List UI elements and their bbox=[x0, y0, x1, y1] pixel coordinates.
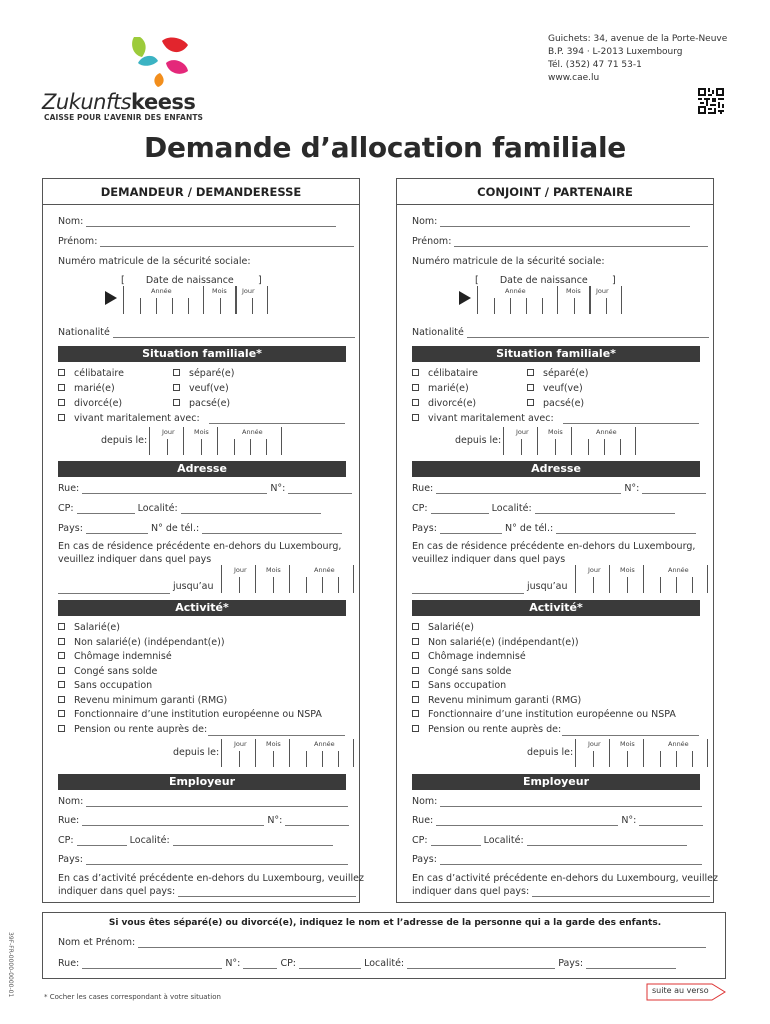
residence-label-1: En cas de résidence précédente en-dehors du Luxembourg, bbox=[58, 541, 342, 552]
localite-label: Localité: bbox=[491, 503, 532, 514]
activite-checkbox[interactable] bbox=[58, 637, 225, 648]
tel-label: N° de tél.: bbox=[504, 523, 554, 534]
emp-numero-label: N°: bbox=[621, 815, 637, 826]
emp-cp-row bbox=[58, 835, 333, 846]
checkbox[interactable] bbox=[58, 623, 65, 630]
emp-rue-row bbox=[58, 815, 349, 826]
nationalite-row bbox=[58, 327, 355, 338]
residence-row-1 bbox=[412, 541, 695, 552]
custody-localite-label: Localité: bbox=[364, 958, 405, 969]
logo-name-light: Zukunfts bbox=[42, 90, 132, 114]
date-caption: Jour bbox=[234, 566, 247, 574]
custody-name-row bbox=[58, 937, 706, 948]
emp-localite-field[interactable] bbox=[173, 837, 333, 846]
checkbox-label: Non salarié(e) (indépendant(e)) bbox=[428, 636, 579, 648]
date-caption: Année bbox=[242, 428, 263, 436]
activite-checkbox[interactable] bbox=[58, 651, 172, 662]
website-link[interactable]: www.cae.lu bbox=[548, 73, 600, 83]
emp-pays-label: Pays: bbox=[412, 854, 437, 865]
partner-column bbox=[396, 178, 718, 903]
activite-checkbox[interactable] bbox=[412, 695, 581, 706]
activite-checkbox[interactable] bbox=[58, 724, 207, 735]
employeur-bar: Employeur bbox=[58, 774, 346, 790]
situation-familiale-bar: Situation familiale* bbox=[412, 346, 700, 362]
emp-cp-label: CP: bbox=[412, 835, 428, 846]
prenom-row bbox=[412, 236, 708, 247]
checkbox[interactable] bbox=[58, 369, 65, 376]
numero-field[interactable] bbox=[642, 485, 706, 494]
tel-field[interactable] bbox=[202, 525, 342, 534]
activite-checkbox[interactable] bbox=[412, 680, 506, 691]
checkbox-label: vivant maritalement avec: bbox=[74, 413, 200, 424]
checkbox[interactable] bbox=[173, 399, 180, 406]
birthdate-field-tail[interactable] bbox=[589, 286, 590, 314]
situation-checkbox[interactable] bbox=[58, 368, 124, 379]
emp-activite-label-2: indiquer dans quel pays: bbox=[412, 886, 530, 897]
checkbox-label: Fonctionnaire d’une institution européenne ou NSPA bbox=[428, 709, 676, 720]
birthdate-label: Date de naissance bbox=[145, 275, 234, 286]
column-header: CONJOINT / PARTENAIRE bbox=[397, 179, 713, 205]
checkbox-label: Revenu minimum garanti (RMG) bbox=[74, 694, 228, 706]
date-caption: Jour bbox=[588, 566, 601, 574]
checkbox[interactable] bbox=[58, 399, 65, 406]
activite-checkbox[interactable] bbox=[412, 637, 579, 648]
birthdate-label-row: [ Date de naissance ] bbox=[475, 275, 616, 286]
residence-pays-field[interactable] bbox=[412, 593, 524, 594]
emp-nom-row bbox=[412, 796, 702, 807]
checkbox[interactable] bbox=[412, 638, 419, 645]
form-id: 39F-FR-0000-0000-01 bbox=[7, 932, 14, 998]
nom-row bbox=[58, 216, 336, 227]
checkbox[interactable] bbox=[173, 369, 180, 376]
pays-label: Pays: bbox=[58, 523, 83, 534]
emp-activite-row-1 bbox=[412, 873, 718, 884]
checkbox-label: séparé(e) bbox=[189, 368, 235, 379]
emp-rue-label: Rue: bbox=[412, 815, 434, 826]
checkbox-label: Congé sans solde bbox=[74, 665, 158, 677]
prenom-label: Prénom: bbox=[412, 236, 452, 247]
custody-numero-label: N°: bbox=[225, 958, 241, 969]
date-caption: Mois bbox=[266, 566, 281, 574]
prenom-field[interactable] bbox=[454, 238, 708, 247]
rue-row bbox=[58, 483, 352, 494]
checkbox[interactable] bbox=[58, 667, 65, 674]
checkbox[interactable] bbox=[58, 384, 65, 391]
residence-row-2 bbox=[412, 554, 565, 565]
checkbox[interactable] bbox=[527, 369, 534, 376]
checkbox[interactable] bbox=[58, 696, 65, 703]
checkbox-label: Pension ou rente auprès de: bbox=[74, 723, 208, 735]
cp-label: CP: bbox=[412, 503, 428, 514]
date-caption: Jour bbox=[162, 428, 175, 436]
emp-activite-label-1: En cas d’activité précédente en-dehors du Luxembourg, veuillez bbox=[58, 873, 364, 884]
custody-rue-field[interactable] bbox=[82, 960, 222, 969]
situation-date-field[interactable] bbox=[149, 427, 281, 455]
vivant-avec-field[interactable] bbox=[209, 423, 345, 424]
situation-checkbox[interactable] bbox=[173, 383, 229, 394]
date-caption: Jour bbox=[234, 740, 247, 748]
checkbox-label: Sans occupation bbox=[428, 680, 507, 691]
rue-label: Rue: bbox=[412, 483, 434, 494]
emp-activite-row-2 bbox=[412, 886, 710, 897]
emp-localite-field[interactable] bbox=[527, 837, 687, 846]
pays-field[interactable] bbox=[86, 525, 148, 534]
custody-name-field[interactable] bbox=[138, 939, 706, 948]
checkbox[interactable] bbox=[58, 652, 65, 659]
footnote: * Cocher les cases correspondant à votre situation bbox=[44, 993, 221, 1001]
checkbox-label: Salarié(e) bbox=[74, 622, 120, 633]
emp-pays-label: Pays: bbox=[58, 854, 83, 865]
checkbox-label: pacsé(e) bbox=[543, 398, 585, 409]
activite-checkbox[interactable] bbox=[412, 622, 474, 633]
date-caption: Mois bbox=[194, 428, 209, 436]
pension-field[interactable] bbox=[208, 735, 345, 736]
date-caption: Année bbox=[314, 566, 335, 574]
date-caption: Jour bbox=[516, 428, 529, 436]
checkbox-label: Chômage indemnisé bbox=[74, 651, 172, 662]
date-caption: Mois bbox=[620, 566, 635, 574]
cp-row bbox=[412, 503, 675, 514]
checkbox-label: séparé(e) bbox=[543, 368, 589, 379]
matricule-label: Numéro matricule de la sécurité sociale: bbox=[412, 256, 605, 267]
date-caption: Mois bbox=[566, 287, 581, 295]
date-caption: Jour bbox=[242, 287, 255, 295]
checkbox-label: Salarié(e) bbox=[428, 622, 474, 633]
numero-field[interactable] bbox=[288, 485, 352, 494]
custody-numero-field[interactable] bbox=[243, 960, 277, 969]
emp-numero-field[interactable] bbox=[285, 817, 349, 826]
address-line: B.P. 394 · L-2013 Luxembourg bbox=[548, 47, 683, 57]
activite-checkbox[interactable] bbox=[58, 680, 152, 691]
checkbox-label: veuf(ve) bbox=[543, 383, 583, 394]
situation-checkbox[interactable] bbox=[527, 398, 584, 409]
checkbox[interactable] bbox=[412, 696, 419, 703]
date-caption: Année bbox=[314, 740, 335, 748]
adresse-bar: Adresse bbox=[58, 461, 346, 477]
date-caption: Année bbox=[151, 287, 172, 295]
rue-label: Rue: bbox=[58, 483, 80, 494]
custody-address-row bbox=[58, 958, 676, 969]
date-caption: Année bbox=[668, 740, 689, 748]
depuis-label: depuis le: bbox=[173, 747, 220, 758]
custody-pays-label: Pays: bbox=[558, 958, 584, 969]
activite-checkbox[interactable] bbox=[412, 666, 511, 677]
rue-field[interactable] bbox=[82, 485, 267, 494]
address-line: Tél. (352) 47 71 53-1 bbox=[548, 60, 642, 70]
emp-numero-field[interactable] bbox=[639, 817, 703, 826]
checkbox-label: Chômage indemnisé bbox=[428, 651, 526, 662]
date-caption: Jour bbox=[588, 740, 601, 748]
emp-rue-field[interactable] bbox=[436, 817, 618, 826]
depuis-label: depuis le: bbox=[527, 747, 574, 758]
birthdate-label-row: [ Date de naissance ] bbox=[121, 275, 262, 286]
logo-tagline: CAISSE POUR L’AVENIR DES ENFANTS bbox=[44, 113, 204, 122]
emp-nom-label: Nom: bbox=[58, 796, 84, 807]
residence-row-1 bbox=[58, 541, 341, 552]
emp-activite-label-2: indiquer dans quel pays: bbox=[58, 886, 176, 897]
matricule-label: Numéro matricule de la sécurité sociale: bbox=[58, 256, 251, 267]
checkbox[interactable] bbox=[412, 725, 419, 732]
pays-row bbox=[58, 523, 342, 534]
residence-label-1: En cas de résidence précédente en-dehors du Luxembourg, bbox=[412, 541, 696, 552]
checkbox[interactable] bbox=[412, 414, 419, 421]
nom-field[interactable] bbox=[440, 218, 690, 227]
birthdate-field[interactable] bbox=[123, 286, 267, 314]
activite-checkbox[interactable] bbox=[58, 709, 322, 720]
situation-checkbox[interactable] bbox=[412, 368, 478, 379]
checkbox[interactable] bbox=[58, 414, 65, 421]
date-caption: Mois bbox=[212, 287, 227, 295]
custody-pays-field[interactable] bbox=[586, 960, 676, 969]
checkbox[interactable] bbox=[412, 652, 419, 659]
nom-label: Nom: bbox=[58, 216, 84, 227]
activite-checkbox[interactable] bbox=[58, 622, 120, 633]
date-caption: Mois bbox=[548, 428, 563, 436]
emp-pays-field[interactable] bbox=[86, 856, 348, 865]
custody-cp-label: CP: bbox=[280, 958, 297, 969]
residence-label-2: veuillez indiquer dans quel pays bbox=[58, 554, 212, 565]
rue-field[interactable] bbox=[436, 485, 621, 494]
birthdate-field-tail[interactable] bbox=[235, 286, 236, 314]
nationalite-label: Nationalité bbox=[412, 327, 464, 338]
checkbox[interactable] bbox=[412, 369, 419, 376]
tel-label: N° de tél.: bbox=[150, 523, 200, 534]
activite-bar: Activité* bbox=[58, 600, 346, 616]
situation-checkbox[interactable] bbox=[527, 383, 583, 394]
checkbox-label: marié(e) bbox=[428, 383, 469, 394]
numero-label: N°: bbox=[624, 483, 640, 494]
activite-bar: Activité* bbox=[412, 600, 700, 616]
contact-address bbox=[548, 33, 727, 85]
depuis-label: depuis le: bbox=[455, 435, 502, 446]
nom-label: Nom: bbox=[412, 216, 438, 227]
emp-nom-row bbox=[58, 796, 348, 807]
emp-activite-field[interactable] bbox=[532, 888, 710, 897]
emp-activite-field[interactable] bbox=[178, 888, 356, 897]
checkbox[interactable] bbox=[412, 399, 419, 406]
emp-pays-row bbox=[58, 854, 348, 865]
situation-checkbox[interactable] bbox=[412, 383, 469, 394]
logo-name-bold: keess bbox=[131, 90, 196, 114]
situation-checkbox[interactable] bbox=[527, 368, 588, 379]
date-caption: Année bbox=[668, 566, 689, 574]
checkbox[interactable] bbox=[412, 667, 419, 674]
date-caption: Mois bbox=[266, 740, 281, 748]
situation-checkbox[interactable] bbox=[58, 413, 200, 424]
emp-cp-field[interactable] bbox=[431, 837, 481, 846]
activite-date-field[interactable] bbox=[221, 739, 353, 767]
checkbox[interactable] bbox=[58, 710, 65, 717]
nationalite-label: Nationalité bbox=[58, 327, 110, 338]
logo-wordmark bbox=[42, 90, 195, 114]
checkbox-label: divorcé(e) bbox=[428, 398, 477, 409]
arrow-right-icon bbox=[459, 291, 471, 305]
checkbox[interactable] bbox=[527, 399, 534, 406]
pays-row bbox=[412, 523, 696, 534]
emp-rue-field[interactable] bbox=[82, 817, 264, 826]
pension-field[interactable] bbox=[562, 735, 699, 736]
situation-familiale-bar: Situation familiale* bbox=[58, 346, 346, 362]
matricule-row bbox=[412, 256, 605, 267]
checkbox[interactable] bbox=[173, 384, 180, 391]
date-caption: Mois bbox=[620, 740, 635, 748]
situation-checkbox[interactable] bbox=[412, 398, 476, 409]
localite-label: Localité: bbox=[137, 503, 178, 514]
checkbox[interactable] bbox=[412, 623, 419, 630]
pays-field[interactable] bbox=[440, 525, 502, 534]
emp-nom-field[interactable] bbox=[440, 798, 702, 807]
nationalite-field[interactable] bbox=[113, 329, 355, 338]
vivant-avec-field[interactable] bbox=[563, 423, 699, 424]
applicant-column bbox=[42, 178, 364, 903]
activite-checkbox[interactable] bbox=[412, 651, 526, 662]
date-caption: Année bbox=[505, 287, 526, 295]
emp-localite-label: Localité: bbox=[129, 835, 170, 846]
situation-checkbox[interactable] bbox=[412, 413, 554, 424]
tel-field[interactable] bbox=[556, 525, 696, 534]
prenom-field[interactable] bbox=[100, 238, 354, 247]
custody-section bbox=[42, 912, 726, 979]
activite-checkbox[interactable] bbox=[412, 709, 676, 720]
checkbox[interactable] bbox=[58, 725, 65, 732]
birthdate-field[interactable] bbox=[477, 286, 621, 314]
depuis-label: depuis le: bbox=[101, 435, 148, 446]
checkbox[interactable] bbox=[527, 384, 534, 391]
cp-field[interactable] bbox=[77, 505, 135, 514]
residence-pays-field[interactable] bbox=[58, 593, 170, 594]
checkbox-label: Revenu minimum garanti (RMG) bbox=[428, 694, 582, 706]
checkbox-label: Pension ou rente auprès de: bbox=[428, 723, 562, 735]
checkbox-label: Congé sans solde bbox=[428, 665, 512, 677]
cp-row bbox=[58, 503, 321, 514]
emp-cp-field[interactable] bbox=[77, 837, 127, 846]
residence-date-field[interactable] bbox=[575, 565, 707, 593]
suite-au-verso-link[interactable]: suite au verso bbox=[652, 986, 709, 995]
situation-checkbox[interactable] bbox=[173, 398, 230, 409]
matricule-row bbox=[58, 256, 251, 267]
situation-checkbox[interactable] bbox=[58, 398, 122, 409]
custody-rue-label: Rue: bbox=[58, 958, 80, 969]
checkbox-label: Non salarié(e) (indépendant(e)) bbox=[74, 636, 225, 648]
qr-code-icon bbox=[698, 88, 724, 114]
prenom-row bbox=[58, 236, 354, 247]
arrow-right-icon bbox=[105, 291, 117, 305]
pays-label: Pays: bbox=[412, 523, 437, 534]
cp-label: CP: bbox=[58, 503, 74, 514]
checkbox-label: Sans occupation bbox=[74, 680, 153, 691]
situation-date-field[interactable] bbox=[503, 427, 635, 455]
emp-localite-label: Localité: bbox=[483, 835, 524, 846]
custody-localite-field[interactable] bbox=[407, 960, 555, 969]
emp-activite-row-1 bbox=[58, 873, 364, 884]
activite-date-field[interactable] bbox=[575, 739, 707, 767]
checkbox-label: veuf(ve) bbox=[189, 383, 229, 394]
localite-field[interactable] bbox=[535, 505, 675, 514]
activite-checkbox[interactable] bbox=[58, 666, 157, 677]
emp-nom-field[interactable] bbox=[86, 798, 348, 807]
checkbox[interactable] bbox=[412, 384, 419, 391]
custody-cp-field[interactable] bbox=[299, 960, 361, 969]
numero-label: N°: bbox=[270, 483, 286, 494]
birthdate-label: Date de naissance bbox=[499, 275, 588, 286]
emp-cp-label: CP: bbox=[58, 835, 74, 846]
custody-intro: Si vous êtes séparé(e) ou divorcé(e), indiquez le nom et l’adresse de la personne qui a la garde des enfants. bbox=[108, 918, 662, 928]
residence-date-field[interactable] bbox=[221, 565, 353, 593]
checkbox-label: célibataire bbox=[428, 368, 478, 379]
nationalite-row bbox=[412, 327, 709, 338]
emp-pays-row bbox=[412, 854, 702, 865]
jusquau-label: jusqu’au bbox=[527, 581, 568, 592]
emp-activite-row-2 bbox=[58, 886, 356, 897]
nationalite-field[interactable] bbox=[467, 329, 709, 338]
column-header: DEMANDEUR / DEMANDERESSE bbox=[43, 179, 359, 205]
residence-row-2 bbox=[58, 554, 211, 565]
address-line: Guichets: 34, avenue de la Porte-Neuve bbox=[548, 34, 728, 44]
form-title: Demande d’allocation familiale bbox=[144, 131, 626, 164]
date-caption: Jour bbox=[596, 287, 609, 295]
activite-checkbox[interactable] bbox=[412, 724, 561, 735]
custody-name-label: Nom et Prénom: bbox=[58, 937, 136, 948]
emp-cp-row bbox=[412, 835, 687, 846]
emp-numero-label: N°: bbox=[267, 815, 283, 826]
checkbox-label: pacsé(e) bbox=[189, 398, 231, 409]
activite-checkbox[interactable] bbox=[58, 695, 227, 706]
employeur-bar: Employeur bbox=[412, 774, 700, 790]
checkbox[interactable] bbox=[412, 710, 419, 717]
prenom-label: Prénom: bbox=[58, 236, 98, 247]
checkbox[interactable] bbox=[412, 681, 419, 688]
jusquau-label: jusqu’au bbox=[173, 581, 214, 592]
cp-field[interactable] bbox=[431, 505, 489, 514]
checkbox[interactable] bbox=[58, 681, 65, 688]
adresse-bar: Adresse bbox=[412, 461, 700, 477]
checkbox[interactable] bbox=[58, 638, 65, 645]
nom-field[interactable] bbox=[86, 218, 336, 227]
checkbox-label: célibataire bbox=[74, 368, 124, 379]
checkbox-label: divorcé(e) bbox=[74, 398, 123, 409]
checkbox-label: Fonctionnaire d’une institution européenne ou NSPA bbox=[74, 709, 322, 720]
emp-pays-field[interactable] bbox=[440, 856, 702, 865]
emp-rue-row bbox=[412, 815, 703, 826]
checkbox-label: marié(e) bbox=[74, 383, 115, 394]
residence-label-2: veuillez indiquer dans quel pays bbox=[412, 554, 566, 565]
emp-nom-label: Nom: bbox=[412, 796, 438, 807]
localite-field[interactable] bbox=[181, 505, 321, 514]
situation-checkbox[interactable] bbox=[173, 368, 234, 379]
nom-row bbox=[412, 216, 690, 227]
emp-activite-label-1: En cas d’activité précédente en-dehors du Luxembourg, veuillez bbox=[412, 873, 718, 884]
emp-rue-label: Rue: bbox=[58, 815, 80, 826]
checkbox-label: vivant maritalement avec: bbox=[428, 413, 554, 424]
rue-row bbox=[412, 483, 706, 494]
date-caption: Année bbox=[596, 428, 617, 436]
situation-checkbox[interactable] bbox=[58, 383, 115, 394]
